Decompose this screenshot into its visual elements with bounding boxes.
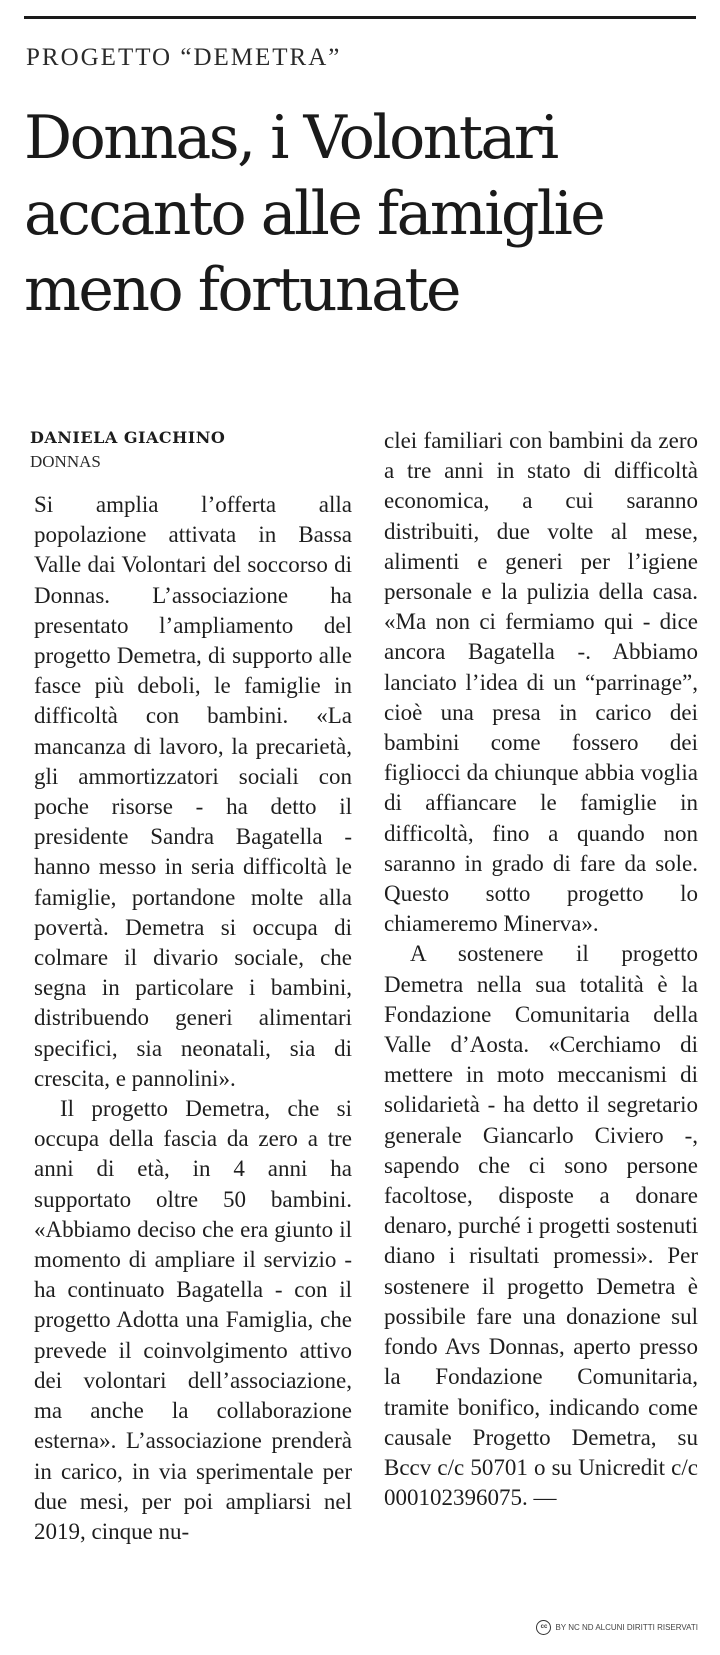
- creative-commons-icon: cc: [536, 1620, 551, 1635]
- license-notice: [536, 1620, 698, 1635]
- author-byline: DANIELA GIACHINO: [30, 428, 226, 447]
- headline: Donnas, i Volontari accanto alle famiglie meno fortunate: [24, 103, 604, 325]
- paragraph: Il progetto Demetra, che si occupa della fascia da zero a tre anni di età, in 4 anni ha supportato oltre 50 bambini. «Abbiamo deciso che era giunto il momento di ampliare il servizio - ha continuato Bagatella - con il progetto Adotta una Famiglia, che prevede il coinvolgimento attivo dei volontari dell’associazione, ma anche la collaborazione esterna». L’associazione prenderà in carico, in via sperimentale per due mesi, per poi ampliarsi nel 2019, cinque nu-: [34, 1096, 352, 1544]
- license-text: BY NC ND ALCUNI DIRITTI RISERVATI: [555, 1623, 698, 1632]
- paragraph: Si amplia l’offerta alla popolazione attivata in Bassa Valle dai Volontari del soccorso di Donnas. L’associazione ha presentato l’ampliamento del progetto Demetra, di supporto alle fasce più deboli, le famiglie in difficoltà con bambini. «La mancanza di lavoro, la precarietà, gli ammortizzatori sociali con poche risorse - ha detto il presidente Sandra Bagatella - hanno messo in seria difficoltà le famiglie, portandone molte alla povertà. Demetra si occupa di colmare il divario sociale, che segna in particolare i bambini, distribuendo generi alimentari specifici, sia neonatali, sia di crescita, e pannolini».: [34, 492, 352, 1091]
- dateline: DONNAS: [30, 452, 101, 471]
- article-column-left: [34, 490, 352, 1547]
- paragraph: clei familiari con bambini da zero a tre anni in stato di difficoltà economica, a cui saranno distribuiti, due volte al mese, alimenti e generi per l’igiene personale e la pulizia della casa. «Ma non ci fermiamo qui - dice ancora Bagatella -. Abbiamo lanciato l’idea di un “parrinage”, cioè una presa in carico dei bambini come fossero dei figliocci da chiunque abbia voglia di affiancare le famiglie in difficoltà, fino a quando non saranno in grado di fare da sole. Questo sotto progetto lo chiameremo Minerva».: [384, 428, 698, 937]
- top-rule: [24, 16, 696, 19]
- article-column-right: [384, 426, 698, 1513]
- paragraph: A sostenere il progetto Demetra nella sua totalità è la Fondazione Comunitaria della Valle d’Aosta. «Cerchiamo di mettere in moto meccanismi di solidarietà - ha detto il segretario generale Giancarlo Civiero -, sapendo che ci sono persone facoltose, disposte a donare denaro, purché i progetti sostenuti diano i risultati promessi». Per sostenere il progetto Demetra è possibile fare una donazione sul fondo Avs Donnas, aperto presso la Fondazione Comunitaria, tramite bonifico, indicando come causale Progetto Demetra, su Bccv c/c 50701 o su Unicredit c/c 000102396075. —: [384, 941, 698, 1511]
- kicker: PROGETTO “DEMETRA”: [26, 44, 342, 71]
